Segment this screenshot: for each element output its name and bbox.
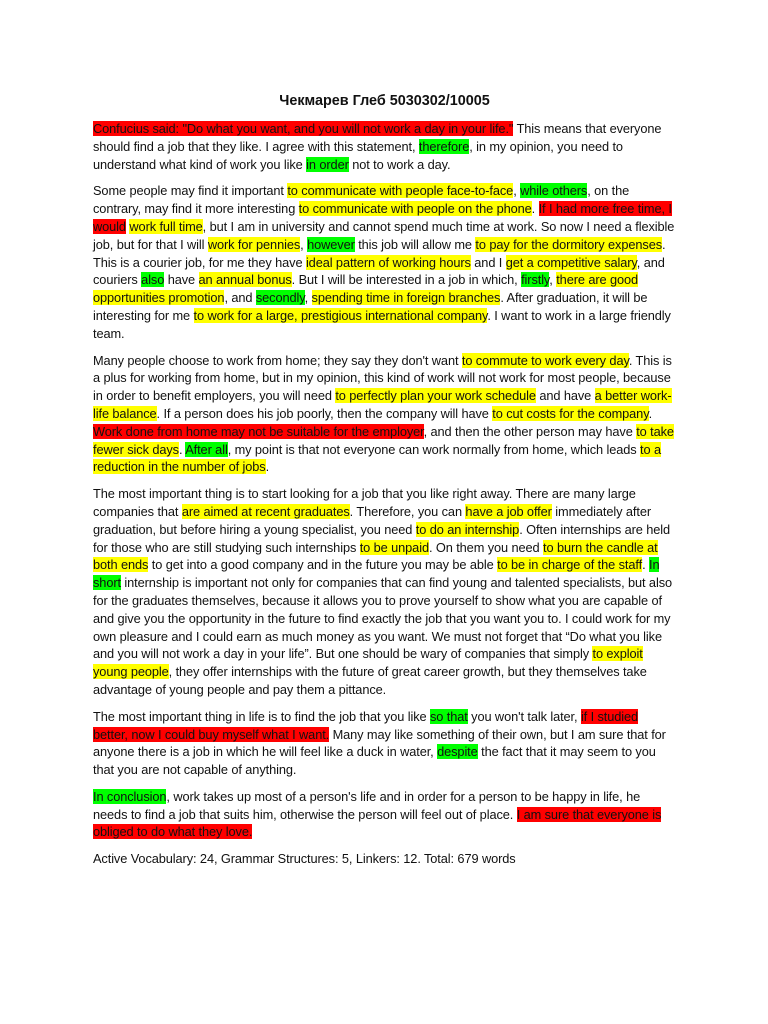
essay-body: [93, 120, 676, 841]
text-segment: The most important thing is to start looking for a job that you like right away. There are many large companies that: [93, 486, 636, 519]
highlight-yellow: to burn the candle at both ends: [93, 539, 658, 573]
text-segment: .: [531, 201, 539, 217]
essay-paragraph: [93, 788, 676, 841]
text-segment: . This is a plus for working from home, but in my opinion, this kind of work will not work for most people, because in order to benefit employers, you will need: [93, 352, 672, 404]
highlight-yellow: work full time: [129, 218, 203, 234]
highlight-yellow: are aimed at recent graduates: [181, 503, 350, 519]
essay-paragraph: [93, 182, 676, 342]
highlight-yellow: to do an internship: [415, 521, 520, 537]
highlight-green: so that: [429, 708, 468, 724]
text-segment: .: [178, 441, 186, 457]
highlight-green: therefore: [418, 138, 470, 154]
highlight-yellow: a better work-life balance: [93, 388, 672, 421]
text-segment: Some people may find it important: [93, 183, 288, 199]
text-segment: , and then the other person may have: [423, 423, 637, 439]
text-segment: . I want to work in a large friendly team.: [93, 307, 671, 341]
highlight-green: secondly: [255, 290, 305, 306]
essay-paragraph: [93, 352, 676, 477]
highlight-yellow: to communicate with people on the phone: [298, 201, 532, 217]
highlight-yellow: work for pennies: [207, 236, 301, 252]
text-segment: , and: [224, 290, 256, 306]
document-title: Чекмарев Глеб 5030302/10005: [279, 93, 490, 109]
text-segment: ,: [549, 272, 557, 288]
highlight-yellow: to pay for the dormitory expenses: [475, 236, 663, 252]
highlight-green: despite: [437, 744, 478, 760]
highlight-yellow: there are good opportunities promotion: [93, 272, 639, 306]
highlight-green: In short: [93, 557, 660, 591]
highlight-green: In conclusion: [93, 788, 167, 804]
text-segment: . This is a courier job, for me they have: [93, 236, 666, 270]
highlight-green: while others: [520, 183, 588, 199]
text-segment: , they offer internships with the future of great career growth, but they themselves take advantage of young people and pay them a pittance.: [93, 664, 647, 697]
highlight-yellow: to be in charge of the staff: [497, 557, 643, 573]
text-segment: ,: [513, 183, 521, 199]
text-segment: , in my opinion, you need to understand what kind of work you like: [93, 138, 623, 172]
highlight-green: also: [141, 272, 165, 288]
text-segment: , work takes up most of a person's life and in order for a person to be happy in life, he needs to find a job that suits him, otherwise the person will feel out of place.: [93, 788, 641, 822]
text-segment: the fact that it may seem to you that you are not capable of anything.: [93, 744, 656, 778]
highlight-yellow: to exploit young people: [93, 646, 643, 680]
text-segment: you won't talk later,: [467, 708, 581, 724]
text-segment: . Therefore, you can: [349, 503, 466, 519]
text-segment: .: [648, 405, 653, 421]
text-segment: The most important thing in life is to find the job that you like: [93, 708, 430, 724]
word-count-footer: Active Vocabulary: 24, Grammar Structures: 5, Linkers: 12. Total: 679 words: [93, 851, 516, 867]
highlight-red: If I had more free time, I would: [93, 201, 672, 234]
essay-paragraph: [93, 708, 676, 779]
text-segment: . If a person does his job poorly, then the company will have: [156, 405, 493, 421]
text-segment: . Often internships are held for those who are still studying such internships: [93, 521, 671, 555]
text-segment: . After graduation, it will be interesting for me: [93, 290, 648, 323]
text-segment: This means that everyone should find a job that they like. I agree with this statement,: [93, 121, 662, 154]
highlight-yellow: to be unpaid: [359, 539, 429, 555]
highlight-red: Work done from home may not be suitable for the employer: [93, 423, 424, 439]
essay-paragraph: [93, 120, 676, 173]
highlight-red: I am sure that everyone is obliged to do what they love.: [93, 806, 662, 840]
text-segment: and I: [470, 254, 506, 270]
text-segment: have: [164, 272, 199, 288]
highlight-yellow: to perfectly plan your work schedule: [335, 388, 536, 404]
highlight-yellow: to take fewer sick days: [93, 423, 674, 457]
text-segment: Many may like something of their own, but I am sure that for anyone there is a job in which he will feel like a duck in water,: [93, 726, 666, 760]
text-segment: ,: [304, 290, 312, 306]
highlight-yellow: have a job offer: [465, 503, 552, 519]
text-segment: , but I am in university and cannot spend much time at work. So now I need a flexible job, but for that I will: [93, 218, 675, 252]
text-segment: this job will allow me: [354, 236, 476, 252]
text-segment: .: [642, 557, 649, 573]
text-segment: . But I will be interested in a job in which,: [291, 272, 522, 288]
highlight-green: After all: [185, 441, 228, 457]
text-segment: to get into a good company and in the future you may be able: [148, 557, 498, 573]
highlight-green: in order: [306, 156, 349, 172]
text-segment: immediately after graduation, but before hiring a young specialist, you need: [93, 503, 652, 537]
highlight-red: Confucius said: "Do what you want, and you will not work a day in your life.": [93, 121, 514, 136]
highlight-green: firstly: [521, 272, 550, 288]
highlight-yellow: ideal pattern of working hours: [305, 254, 471, 270]
highlight-red: if I studied better, now I could buy myself what I want.: [93, 708, 639, 742]
text-segment: and have: [535, 388, 595, 404]
text-segment: .: [265, 459, 270, 475]
highlight-yellow: to cut costs for the company: [492, 405, 649, 421]
essay-paragraph: [93, 485, 676, 699]
text-segment: , on the contrary, may find it more interesting: [93, 183, 630, 217]
highlight-yellow: an annual bonus: [198, 272, 292, 288]
highlight-yellow: to work for a large, prestigious international company: [193, 307, 488, 323]
text-segment: internship is important not only for companies that can find young and talented specialists, but also for the graduates themselves, because it allows you to prove yourself to show what you are capable of and give you the opportunity in the future to find exactly the job that you want you to. I could work for my own pleasure and I could earn as much money as you want. We must not forget that “Do what you like and you will not work a day in your life”. But one should be wary of companies that simply: [93, 575, 673, 662]
text-segment: , my point is that not everyone can work normally from home, which leads: [227, 441, 641, 457]
highlight-yellow: to a reduction in the number of jobs: [93, 441, 661, 475]
highlight-yellow: to communicate with people face-to-face: [287, 183, 514, 199]
highlight-yellow: spending time in foreign branches: [311, 290, 501, 306]
text-segment: , and couriers: [93, 254, 665, 288]
text-segment: . On them you need: [428, 539, 544, 555]
text-segment: ,: [300, 236, 308, 252]
text-segment: Many people choose to work from home; they say they don't want: [93, 352, 462, 368]
highlight-green: however: [307, 236, 355, 252]
text-segment: not to work a day.: [348, 156, 451, 172]
highlight-yellow: get a competitive salary: [505, 254, 637, 270]
highlight-yellow: to commute to work every day: [461, 352, 629, 368]
